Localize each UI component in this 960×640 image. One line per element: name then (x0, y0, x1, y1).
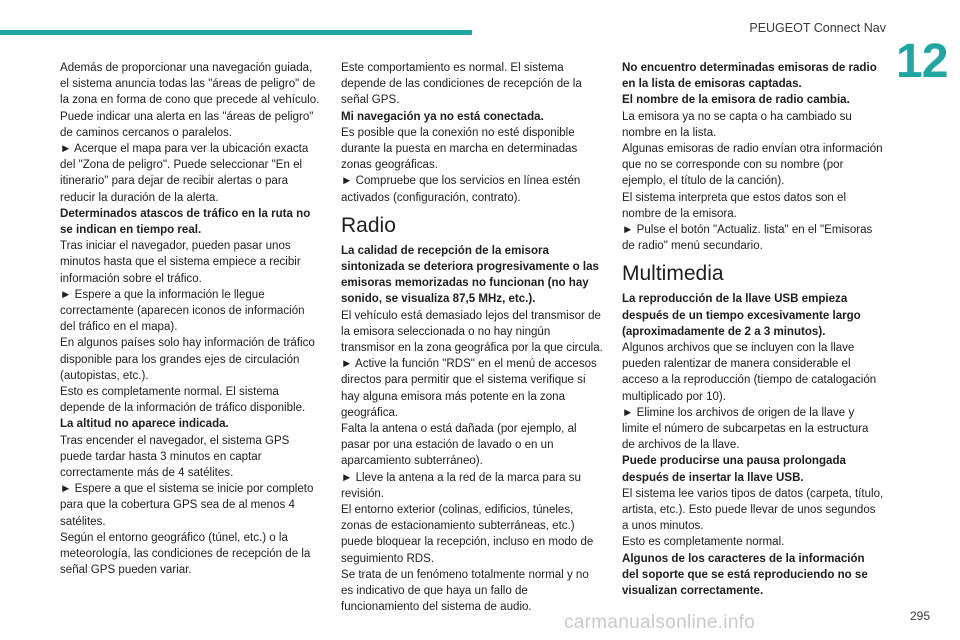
body-paragraph: Es posible que la conexión no esté disponible durante la puesta en marcha en determinadas zonas geográficas. (341, 126, 578, 172)
body-paragraph: Esto es completamente normal. (622, 536, 785, 549)
body-paragraph: Se trata de un fenómeno totalmente normal y no es indicativo de que haya un fallo de funcionamiento del sistema de audio. (341, 568, 589, 614)
manual-section-title: PEUGEOT Connect Nav (749, 21, 886, 35)
body-paragraph: ► Espere a que la información le llegue correctamente (aparecen iconos de información del tráfico en el mapa). (60, 288, 305, 334)
section-heading: Radio (341, 213, 396, 237)
watermark: carmanualsonline.info (564, 612, 756, 633)
issue-heading: La calidad de recepción de la emisora sintonizada se deteriora progresivamente o las emisoras memorizadas no funcionan (no hay sonido, se visualiza 87,5 MHz, etc.). (341, 244, 599, 306)
issue-heading: Algunos de los caracteres de la información del soporte que se está reproduciendo no se visualizan correctamente. (622, 552, 868, 598)
text-column-1 (60, 60, 322, 579)
chapter-number: 12 (896, 35, 948, 88)
issue-heading: Puede producirse una pausa prolongada después de insertar la llave USB. (622, 455, 846, 484)
body-paragraph: Algunos archivos que se incluyen con la llave pueden ralentizar de manera considerable el acceso a la reproducción (tiempo de catalogación multiplicado por 10). (622, 342, 877, 403)
page-number: 295 (909, 609, 930, 623)
body-paragraph: Este comportamiento es normal. El sistema depende de las condiciones de recepción de la señal GPS. (341, 62, 582, 107)
body-paragraph: ► Pulse el botón "Actualiz. lista" en el "Emisoras de radio" menú secundario. (622, 224, 873, 253)
body-paragraph: Esto es completamente normal. El sistema depende de la información de tráfico disponible. (60, 386, 306, 415)
body-paragraph: Tras iniciar el navegador, pueden pasar unos minutos hasta que el sistema empiece a recibir información sobre el tráfico. (60, 240, 301, 285)
body-paragraph: En algunos países solo hay información de tráfico disponible para los grandes ejes de circulación (autopistas, etc.). (60, 337, 315, 382)
issue-heading: La reproducción de la llave USB empieza después de un tiempo excesivamente largo (aproximadamente de 2 a 3 minutos). (622, 293, 861, 338)
body-paragraph: Falta la antena o está dañada (por ejemplo, al pasar por una estación de lavado o en un aparcamiento subterráneo). (341, 423, 577, 468)
body-paragraph: Según el entorno geográfico (túnel, etc.) o la meteorología, las condiciones de recepción de la señal GPS pueden variar. (60, 531, 311, 577)
body-paragraph: Además de proporcionar una navegación guiada, el sistema anuncia todas las "áreas de peligro" de la zona en forma de cono que precede al vehículo. Puede indicar una alerta en las "áreas de peligro" de caminos cercanos o paralelos. (60, 62, 320, 139)
body-paragraph: El entorno exterior (colinas, edificios, túneles, zonas de estacionamiento subterráneas, etc.) puede bloquear la recepción, incluso en modo de seguimiento RDS. (341, 504, 594, 565)
body-paragraph: Algunas emisoras de radio envían otra información que no se corresponde con su nombre (por ejemplo, el título de la canción). (622, 143, 883, 188)
body-paragraph: El sistema interpreta que estos datos son el nombre de la emisora. (622, 191, 847, 220)
body-paragraph: La emisora ya no se capta o ha cambiado su nombre en la lista. (622, 110, 852, 139)
body-paragraph: ► Active la función "RDS" en el menú de accesos directos para permitir que el sistema verifique si hay alguna emisora más potente en la zona geográfica. (341, 358, 597, 419)
body-paragraph: ► Espere a que el sistema se inicie por completo para que la cobertura GPS sea de al menos 4 satélites. (60, 483, 314, 528)
issue-heading: La altitud no aparece indicada. (60, 418, 229, 431)
body-paragraph: ► Acerque el mapa para ver la ubicación exacta del "Zona de peligro". Puede seleccionar "En el itinerario" para dejar de recibir alertas o para reducir la duración de la alerta. (60, 143, 309, 204)
body-paragraph: El vehículo está demasiado lejos del transmisor de la emisora seleccionada o no hay ningún transmisor en la zona geográfica por la que circula. (341, 309, 603, 355)
header-accent-bar (0, 30, 472, 35)
issue-heading: Mi navegación ya no está conectada. (341, 110, 544, 123)
issue-heading: Determinados atascos de tráfico en la ruta no se indican en tiempo real. (60, 207, 311, 237)
text-column-3 (622, 60, 884, 599)
section-heading: Multimedia (622, 262, 724, 286)
issue-heading: No encuentro determinadas emisoras de radio en la lista de emisoras captadas. (622, 62, 877, 91)
body-paragraph: ► Lleve la antena a la red de la marca para su revisión. (341, 471, 581, 500)
body-paragraph: Tras encender el navegador, el sistema GPS puede tardar hasta 3 minutos en captar correctamente más de 4 satélites. (60, 434, 290, 480)
body-paragraph: El sistema lee varios tipos de datos (carpeta, título, artista, etc.). Esto puede llevar de unos segundos a unos minutos. (622, 487, 884, 533)
body-paragraph: ► Elimine los archivos de origen de la llave y limite el número de subcarpetas en la estructura de archivos de la llave. (622, 406, 869, 452)
issue-heading: El nombre de la emisora de radio cambia. (622, 94, 850, 107)
body-paragraph: ► Compruebe que los servicios en línea estén activados (configuración, contrato). (341, 175, 581, 204)
text-column-2 (341, 60, 603, 616)
